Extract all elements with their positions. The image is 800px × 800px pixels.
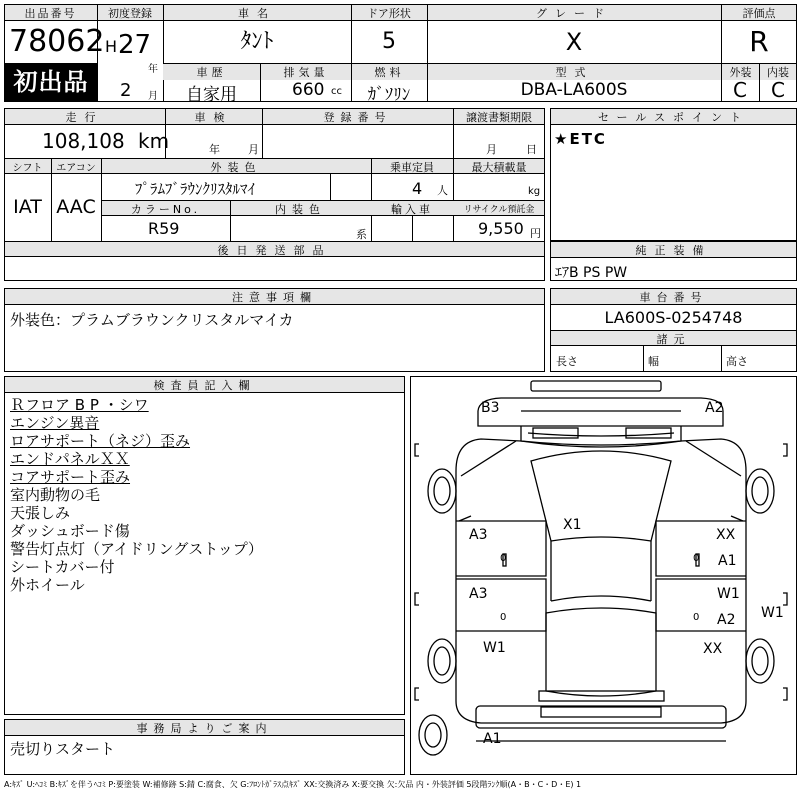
inspector-note-line: コアサポート歪み	[10, 468, 131, 486]
inspector-note-line: 警告灯点灯（アイドリングストップ）	[10, 540, 263, 558]
divider	[721, 346, 722, 372]
mark-xx-upper: XX	[716, 527, 736, 543]
label-recycle: リサイクル預託金	[463, 205, 535, 215]
label-fuel: 燃料	[352, 64, 427, 80]
first-listing-badge: 初出品	[5, 64, 97, 101]
mark-zero: 0	[500, 553, 507, 564]
mark-zero: 0	[500, 612, 507, 623]
label-sales: セールスポイント	[551, 109, 796, 125]
shift: IAT	[13, 196, 42, 218]
car-outline	[411, 377, 796, 774]
mark-w1-right-mid: W1	[717, 586, 740, 602]
inspector-note-line: ロアサポート（ネジ）歪み	[10, 432, 191, 450]
reg-month: 2	[120, 80, 132, 101]
divider	[643, 346, 644, 372]
lot-number: 78062	[9, 24, 105, 59]
label-first-reg: 初度登録	[108, 7, 152, 20]
label-model-code: 型式	[428, 64, 721, 80]
damage-diagram	[410, 376, 797, 775]
label-transfer: 譲渡書類期限	[466, 111, 532, 124]
score: R	[749, 25, 769, 58]
label-lot-no: 出品番号	[24, 7, 77, 20]
mark-a2-top: A2	[705, 400, 724, 416]
divider	[412, 215, 413, 241]
label-int-color: 内装色	[275, 203, 326, 216]
reg-year-unit: 年	[148, 64, 158, 75]
displacement-unit: cc	[331, 86, 342, 97]
recycle-fee: 9,550	[478, 219, 524, 238]
dims-height-label: 高さ	[726, 355, 748, 368]
label-shift: シフト	[12, 163, 43, 174]
label-doors: ドア形状	[367, 7, 411, 20]
mileage-unit: km	[138, 129, 170, 153]
grade: X	[565, 28, 583, 56]
label-max-load: 最大積載量	[471, 161, 527, 174]
label-color-no: カラーNo.	[130, 203, 201, 216]
label-office: 事務局よりご案内	[5, 720, 404, 736]
mark-a1-right: A1	[718, 553, 737, 569]
aircon: AAC	[56, 196, 96, 218]
label-exterior: 外装	[722, 64, 759, 80]
notes-text: 外装色：プラムブラウンクリスタルマイカ	[10, 311, 294, 329]
label-mileage: 走行	[65, 111, 104, 124]
inspector-note-line: シートカバー付	[10, 558, 115, 576]
doors: 5	[382, 29, 396, 54]
reg-year: 27	[118, 30, 152, 60]
inspector-note-line: 室内動物の毛	[10, 486, 101, 504]
label-inspection: 車検	[194, 111, 233, 124]
mark-zero: 0	[693, 612, 700, 623]
label-parts: 後日発送部品	[217, 244, 332, 257]
inspector-note-line: 外ホイール	[10, 576, 85, 594]
mark-xx-lower: XX	[703, 641, 723, 657]
mark-a1-bottom: A1	[483, 731, 502, 747]
inspector-note-line: エンジン異音	[10, 414, 100, 432]
model-code: DBA-LA600S	[520, 80, 628, 100]
inspector-notes	[10, 396, 263, 594]
label-score: 評価点	[742, 7, 776, 20]
mark-a2-lower: A2	[717, 612, 736, 628]
history: 自家用	[186, 85, 237, 105]
fuel: ｶﾞｿﾘﾝ	[367, 85, 411, 105]
label-grade: グレード	[536, 7, 612, 20]
sales-point: ★ETC	[554, 130, 607, 148]
label-displacement: 排気量	[261, 64, 351, 80]
displacement: 660	[292, 80, 325, 100]
mark-x1: X1	[563, 517, 582, 533]
capacity-unit: 人	[437, 184, 448, 197]
label-equipment: 純正装備	[551, 242, 796, 258]
mark-a3-lower: A3	[469, 586, 488, 602]
inspector-note-line: ダッシュボード傷	[10, 522, 130, 540]
mark-w1-far-right: W1	[761, 605, 784, 621]
reg-month-unit: 月	[148, 91, 158, 102]
label-car-name: 車名	[238, 7, 276, 20]
capacity: 4	[412, 179, 423, 198]
legend: A:ｷｽﾞ U:ﾍｺﾐ B:ｷｽﾞを伴うﾍｺﾐ P:要塗装 W:補修跡 S:錆 C:腐食、欠 G:ﾌﾛﾝﾄｶﾞﾗｽ点ｷｽﾞ XX:交換済み X:要交換 欠:欠品 内・外装評価 5段階ﾗﾝｸ順(A・B・C・D・E) 1	[4, 780, 582, 789]
mark-a3-upper: A3	[469, 527, 488, 543]
inspector-note-line: Ｒフロア B P ・シワ	[10, 396, 149, 414]
label-history: 車歴	[163, 64, 260, 80]
office-note: 売切りスタート	[10, 740, 116, 758]
mark-b3: B3	[481, 400, 500, 416]
insp-year-unit: 年	[209, 143, 220, 156]
inspector-note-line: 天張しみ	[10, 504, 71, 522]
label-ext-color: 外装色	[210, 161, 262, 174]
mileage: 108,108	[42, 129, 125, 153]
mark-w1-left: W1	[483, 640, 506, 656]
load-unit: kg	[528, 186, 541, 197]
label-plate: 登録番号	[323, 111, 392, 124]
label-chassis: 車台番号	[551, 289, 796, 305]
inspector-note-line: エンドパネルＸＸ	[10, 450, 130, 468]
insp-month-unit: 月	[248, 143, 259, 156]
label-dims: 諸元	[551, 331, 796, 346]
label-interior: 内装	[760, 64, 796, 80]
interior-grade: C	[771, 78, 785, 102]
label-capacity: 乗車定員	[390, 161, 434, 174]
exterior-grade: C	[733, 78, 747, 102]
label-import: 輸入車	[391, 203, 433, 216]
sales-point-box	[550, 108, 797, 241]
ext-color: ﾌﾟﾗﾑﾌﾞﾗｳﾝｸﾘｽﾀﾙﾏｲ	[135, 180, 256, 198]
equipment: ｴｱB PS PW	[555, 265, 628, 281]
chassis-number: LA600S-0254748	[604, 308, 743, 327]
label-notes: 注意事項欄	[5, 289, 544, 305]
dims-length-label: 長さ	[556, 355, 578, 368]
car-name: ﾀﾝﾄ	[240, 29, 274, 54]
era-letter: H	[105, 37, 118, 56]
dims-width-label: 幅	[648, 355, 659, 368]
mark-zero: 0	[693, 553, 700, 564]
int-color-unit: 系	[356, 228, 367, 241]
recycle-unit: 円	[530, 227, 541, 240]
label-aircon: エアコン	[56, 163, 96, 174]
divider	[330, 173, 331, 200]
color-no: R59	[148, 219, 180, 238]
transfer-month-unit: 月	[486, 143, 497, 156]
transfer-day-unit: 日	[526, 143, 537, 156]
label-inspector: 検査員記入欄	[5, 377, 404, 393]
